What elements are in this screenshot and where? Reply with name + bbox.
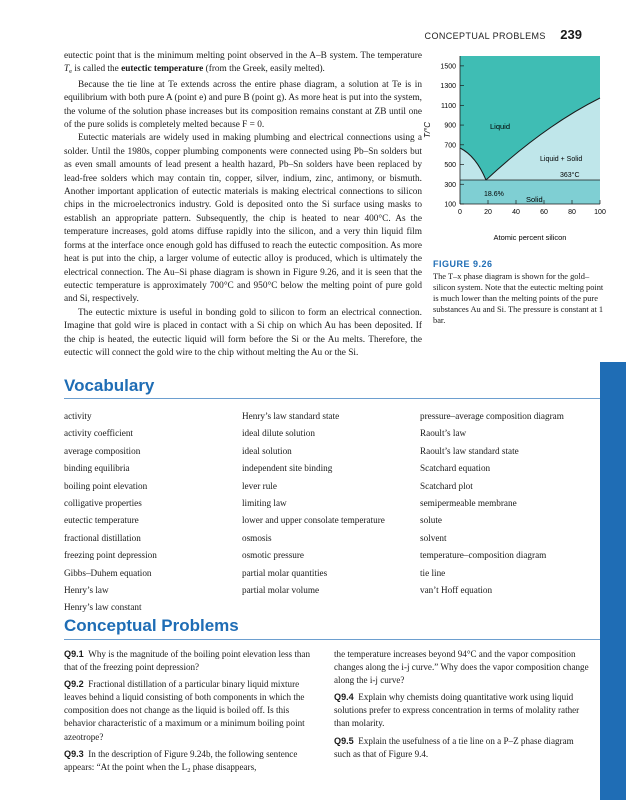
y-tick-label: 1500	[440, 63, 456, 71]
vocabulary-term: solvent	[420, 532, 447, 543]
liquid-label: Liquid	[490, 122, 511, 131]
paragraph-1-text-c: (from the Greek, easily melted).	[203, 64, 325, 75]
conceptual-problems-rule	[64, 639, 600, 640]
problem-number: Q9.2	[64, 679, 84, 690]
paragraph-1-text-a: eutectic point that is the minimum melting point observed in the A–B system. The temperature	[64, 51, 422, 61]
paragraph-1	[64, 50, 422, 79]
problem-number: Q9.1	[64, 649, 84, 659]
phase-diagram-svg	[424, 56, 610, 246]
vocabulary-term: colligative properties	[64, 498, 142, 509]
problem-number: Q9.3	[64, 748, 84, 759]
vocabulary-term: binding equilibria	[64, 463, 130, 474]
vocabulary-term: van’t Hoff equation	[420, 585, 493, 596]
y-axis-label: T/°C	[423, 121, 432, 138]
problems-column-left	[64, 648, 319, 781]
figure-caption	[433, 259, 605, 326]
problem-q9-3-continued: the temperature increases beyond 94°C and the vapor composition changes along the i-j curve.” Why does the vapor composition change along the i-j curve?	[334, 649, 589, 686]
vocabulary-column-3	[420, 408, 564, 599]
running-header-section: CONCEPTUAL PROBLEMS	[424, 31, 546, 41]
vocabulary-term: Scatchard equation	[420, 463, 491, 474]
figure-label: FIGURE 9.26	[433, 259, 493, 269]
x-tick-label: 20	[484, 209, 492, 216]
problem-text: Fractional distillation of a particular binary liquid mixture leaves behind a liquid consisting of both components in which the composition does not change as the liquid is boiled off. Is this behavior characteristic of a maximum or a minimum boiling point azeotrope?	[64, 679, 305, 742]
problem-text: In the description of Figure 9.24b, the following sentence appears: “At the point when the L	[64, 748, 298, 772]
vocabulary-term: activity coefficient	[64, 428, 133, 439]
eutectic-temperature-label: 363°C	[560, 172, 580, 179]
running-header	[425, 26, 582, 44]
vocabulary-column-1	[64, 408, 157, 617]
paragraph-3: Eutectic materials are widely used in making plumbing and electrical connections using a solder. Until the 1980s, copper plumbing components were connected using Pb–Sn solders but as even small amounts of lead present a health hazard, Pb–Sn solders have been replaced by lead-free solders which may contain tin, copper, silver, indium, zinc, antimony, or bismuth. Another important application of eutectic materials is making electrical connections to silicon chips in the microelectronics industry. Gold is deposited onto the Si surface using masks to establish an appropriate pattern. Subsequently, the chip is heated to near 400°C. As the temperature increases, gold atoms diffuse rapidly into the silicon, and a very thin liquid film forms at the interface once enough gold has diffused to reach the eutectic composition. As more heat is put into the chip, a larger volume of eutectic alloy is produced, which is ultimately the electrical connection. The Au–Si phase diagram is shown in Figure 9.26, and it is seen that the eutectic temperature is approximately 700°C and 950°C below the melting point of pure gold and Si, respectively.	[64, 133, 422, 305]
vocabulary-term: temperature–composition diagram	[420, 550, 547, 561]
problem-q9-4	[334, 691, 589, 730]
y-tick-label: 700	[444, 142, 456, 150]
vocabulary-term: lever rule	[242, 480, 277, 491]
vocabulary-term: fractional distillation	[64, 532, 141, 543]
eutectic-symbol: T	[64, 64, 70, 75]
x-tick-label: 60	[540, 209, 548, 216]
x-tick-label: 100	[594, 209, 606, 216]
vocabulary-term: boiling point elevation	[64, 480, 148, 491]
vocabulary-term: limiting law	[242, 498, 287, 509]
vocabulary-term: lower and upper consolate temperature	[242, 515, 385, 526]
vocabulary-term: semipermeable membrane	[420, 498, 517, 509]
page-number: 239	[560, 27, 582, 42]
chapter-edge-tab	[600, 362, 626, 800]
vocabulary-term: Gibbs–Duhem equation	[64, 567, 152, 578]
vocabulary-term: independent site binding	[242, 463, 333, 474]
problem-text-end: phase disappears,	[190, 761, 257, 772]
solid-label: Solid	[526, 195, 543, 204]
problem-text: Why is the magnitude of the boiling point elevation less than that of the freezing point depression?	[64, 649, 311, 673]
vocabulary-term: Henry’s law constant	[64, 602, 142, 613]
problem-q9-3	[64, 748, 319, 777]
phase-diagram-figure	[424, 56, 610, 246]
eutectic-composition-label: 18.6%	[484, 191, 504, 198]
vocabulary-term: solute	[420, 515, 442, 526]
x-tick-label: 40	[512, 209, 520, 216]
problem-number: Q9.4	[334, 692, 354, 703]
body-text	[64, 50, 422, 360]
problem-text: Explain the usefulness of a tie line on a P–Z phase diagram such as that of Figure 9.4.	[334, 735, 574, 759]
paragraph-4: The eutectic mixture is useful in bonding gold to silicon to form an electrical connection. Imagine that gold wire is placed in contact with a Si chip on which Au has been deposited. If the chip is heated, the eutectic liquid will form before the Si or the Au melts. Therefore, the eutectic will connect the gold wire to the chip without melting the Au or the Si.	[64, 307, 422, 358]
vocabulary-term: tie line	[420, 567, 446, 578]
y-tick-label: 900	[444, 122, 456, 130]
y-tick-label: 500	[444, 162, 456, 170]
vocabulary-term: Henry’s law standard state	[242, 411, 340, 421]
vocabulary-term: activity	[64, 411, 92, 421]
y-tick-label: 1100	[440, 102, 456, 110]
problem-text: Explain why chemists doing quantitative work using liquid solutions prefer to express concentration in terms of molality rather than molarity.	[334, 692, 580, 729]
vocabulary-term: Raoult’s law	[420, 428, 467, 439]
vocabulary-term: osmosis	[242, 532, 272, 543]
conceptual-problems-title: Conceptual Problems	[64, 616, 239, 635]
vocabulary-term: ideal solution	[242, 445, 292, 456]
vocabulary-column-2	[242, 408, 385, 599]
vocabulary-term: Henry’s law	[64, 585, 109, 596]
eutectic-symbol-subscript: e	[69, 68, 73, 76]
vocabulary-term: partial molar volume	[242, 585, 320, 596]
vocabulary-term: freezing point depression	[64, 550, 157, 561]
figure-caption-text: The T–x phase diagram is shown for the gold–silicon system. Note that the eutectic melting point is much lower than the melting points of the pure substances Au and Si. The pressure is constant at 1 bar.	[433, 272, 604, 325]
vocabulary-term: Raoult’s law standard state	[420, 445, 519, 456]
problem-q9-5	[334, 735, 589, 761]
vocabulary-term: Scatchard plot	[420, 480, 473, 491]
vocabulary-term: pressure–average composition diagram	[420, 411, 564, 421]
y-tick-label: 300	[444, 181, 456, 189]
problem-q9-2	[64, 678, 319, 743]
eutectic-temperature-term: eutectic temperature	[121, 64, 204, 75]
vocabulary-term: average composition	[64, 445, 141, 456]
liquid-solid-label: Liquid + Solid	[540, 156, 583, 163]
y-tick-label: 100	[444, 201, 456, 209]
problem-subscript: 2	[187, 766, 191, 774]
x-tick-label: 0	[458, 209, 462, 216]
vocabulary-term: partial molar quantities	[242, 567, 328, 578]
vocabulary-term: ideal dilute solution	[242, 428, 315, 439]
y-tick-label: 1300	[440, 83, 456, 91]
vocabulary-title: Vocabulary	[64, 376, 155, 395]
problem-q9-1	[64, 648, 319, 674]
vocabulary-rule	[64, 398, 600, 399]
problem-number: Q9.5	[334, 735, 354, 746]
paragraph-1-text-b: is called the	[72, 64, 122, 75]
vocabulary-term: eutectic temperature	[64, 515, 139, 526]
vocabulary-term: osmotic pressure	[242, 550, 305, 561]
x-tick-label: 80	[568, 209, 576, 216]
paragraph-2: Because the tie line at Te extends across the entire phase diagram, a solution at Te is in equilibrium with both pure A (point e) and pure B (point g). As more heat is put into the system, the volume of the solution phase increases but its composition remains constant at ZB until one of the pure solids is completely melted because F = 0.	[64, 79, 422, 131]
x-axis-label: Atomic percent silicon	[493, 233, 567, 242]
problems-column-right	[334, 648, 589, 765]
